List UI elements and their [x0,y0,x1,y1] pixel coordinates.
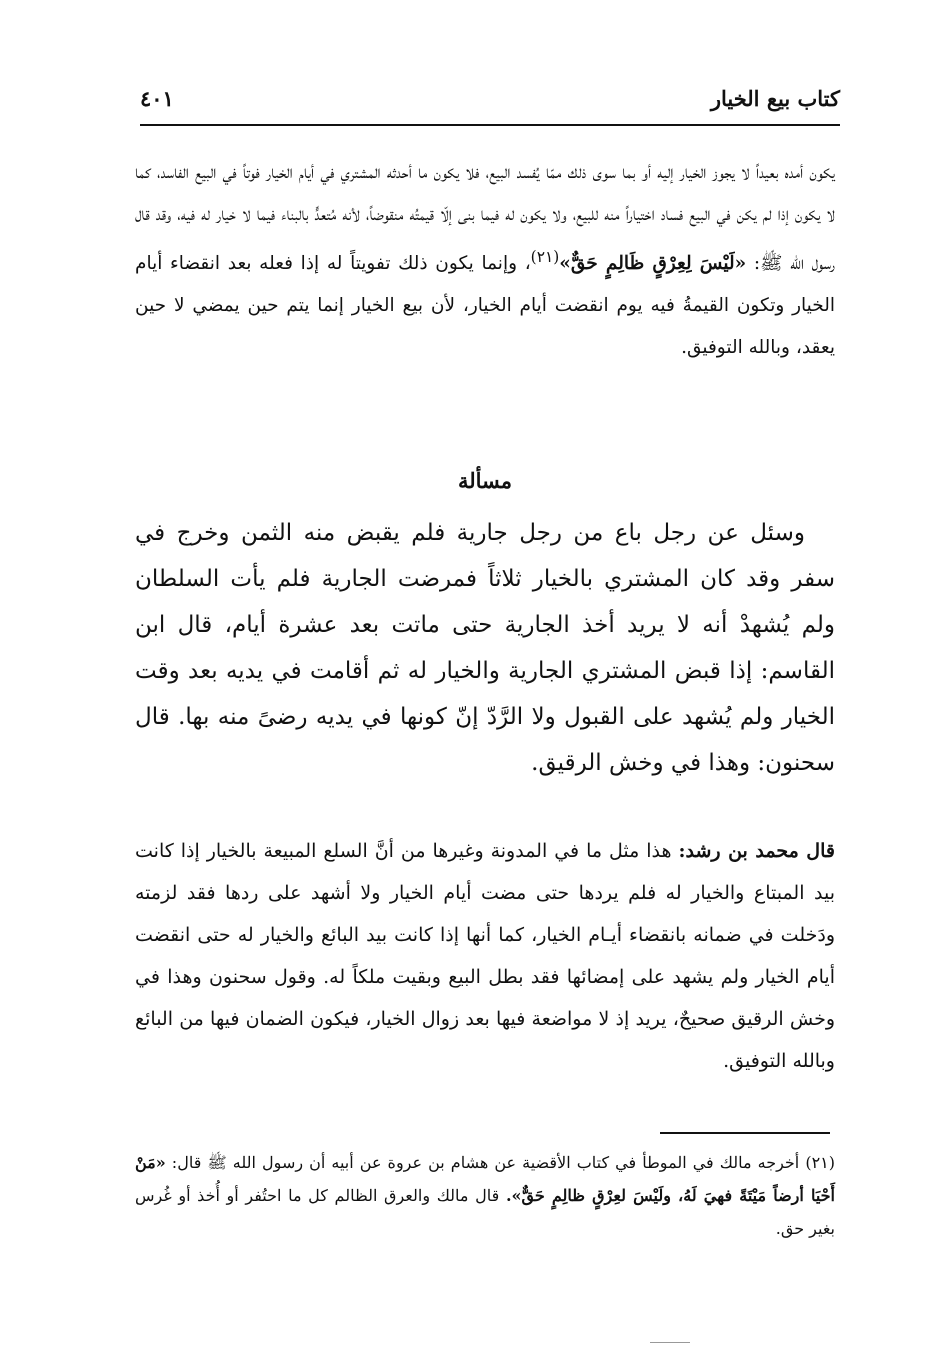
footnote [135,1146,835,1245]
footnote-reference: (٢١) [530,248,560,266]
scan-mark [650,1342,690,1343]
commentary-speaker: قال محمد بن رشد: [678,840,835,862]
section-heading: مسألة [457,468,513,493]
commentary-paragraph [135,830,835,1082]
paragraph-continuation [135,152,835,369]
footnote-divider [660,1132,830,1134]
chapter-title: كتاب بيع الخيار [710,86,840,111]
commentary-text: هذا مثل ما في المدونة وغيرها من أنَّ السلع المبيعة بالخيار إذا كانت بيد المبتاع والخيار له فلم يردها حتى مضت أيام الخيار ولا أشهد على ردها فقد لزمته ودَخلت في ضمانه بانقضاء أيـام الخيار، كما أنها إذا كانت بيد البائع والخيار له حتى انقضت أيام الخيار ولم يشهد على إمضائها فقد بطل البيع وبقيت ملكاً له. وقول سحنون وهذا في وخش الرقيق صحيحٌ، يريد إذ لا مواضعة فيها بعد زوال الخيار، فيكون الضمان فيها من البائع وبالله التوفيق. [135,840,835,1072]
header-divider [140,124,840,126]
paragraph-text: يكون أمده بعيداً لا يجوز الخيار إليه أو بما سوى ذلك ممّا يُفسد البيع، فلا يكون ما أحدثه المشتري في أيام الخيار فوتاً في البيع الفاسد، كما لا يكون إذا لم يكن في البيع فساد اختياراً منه للبيع، ولا يكون له فيما بنى إلّا قيمتُه منقوضاً، لأنه مُتعدٍّ بالبناء فيما لا خيار له فيه، وقد قال رسول الله ﷺ: [135,162,835,275]
footnote-text-rest: قال مالك والعرق الظالم كل ما احتُفر أو أُخذ أو غُرس بغير حق. [135,1186,835,1238]
footnote-hadith: «مَنْ أَحْيَا أرضاً مَيْتَةً فهيَ لَهُ، ولَيْسَ لعِرْقٍ ظالِمٍ حَقٌّ». [135,1153,835,1205]
question-paragraph [135,510,835,786]
paragraph-text-rest: ، وإنما يكون ذلك تفويتاً له إذا فعله بعد انقضاء أيام الخيار وتكون القيمةُ فيه يوم انقضت أيام الخيار، لأن بيع الخيار إنما يتم حين يمضي لا حين يعقد، وبالله التوفيق. [135,253,835,359]
question-text: وسئل عن رجل باع من رجل جارية فلم يقبض منه الثمن وخرج في سفر وقد كان المشتري بالخيار ثلاثاً فمرضت الجارية فلم يأت السلطان ولم يُشهدْ أنه لا يريد أخذ الجارية حتى ماتت بعد عشرة أيام، قال ابن القاسم: إذا قبض المشتري الجارية والخيار له ثم أقامت في يديه بعد وقت الخيار ولم يُشهد على القبول ولا الرَّدّ إنّ كونها في يديه رضىً منه بها. قال سحنون: وهذا في وخش الرقيق. [135,520,835,776]
footnote-number: (٢١) [805,1153,835,1172]
hadith-quote: «لَيْسَ لِعِرْقٍ ظَالِمٍ حَقٌّ» [559,253,747,275]
footnote-text: أخرجه مالك في الموطأ في كتاب الأقضية عن هشام بن عروة عن أبيه أن رسول الله ﷺ قال: [165,1153,806,1172]
page-number: ٤٠١ [140,86,174,111]
running-header [140,86,840,126]
